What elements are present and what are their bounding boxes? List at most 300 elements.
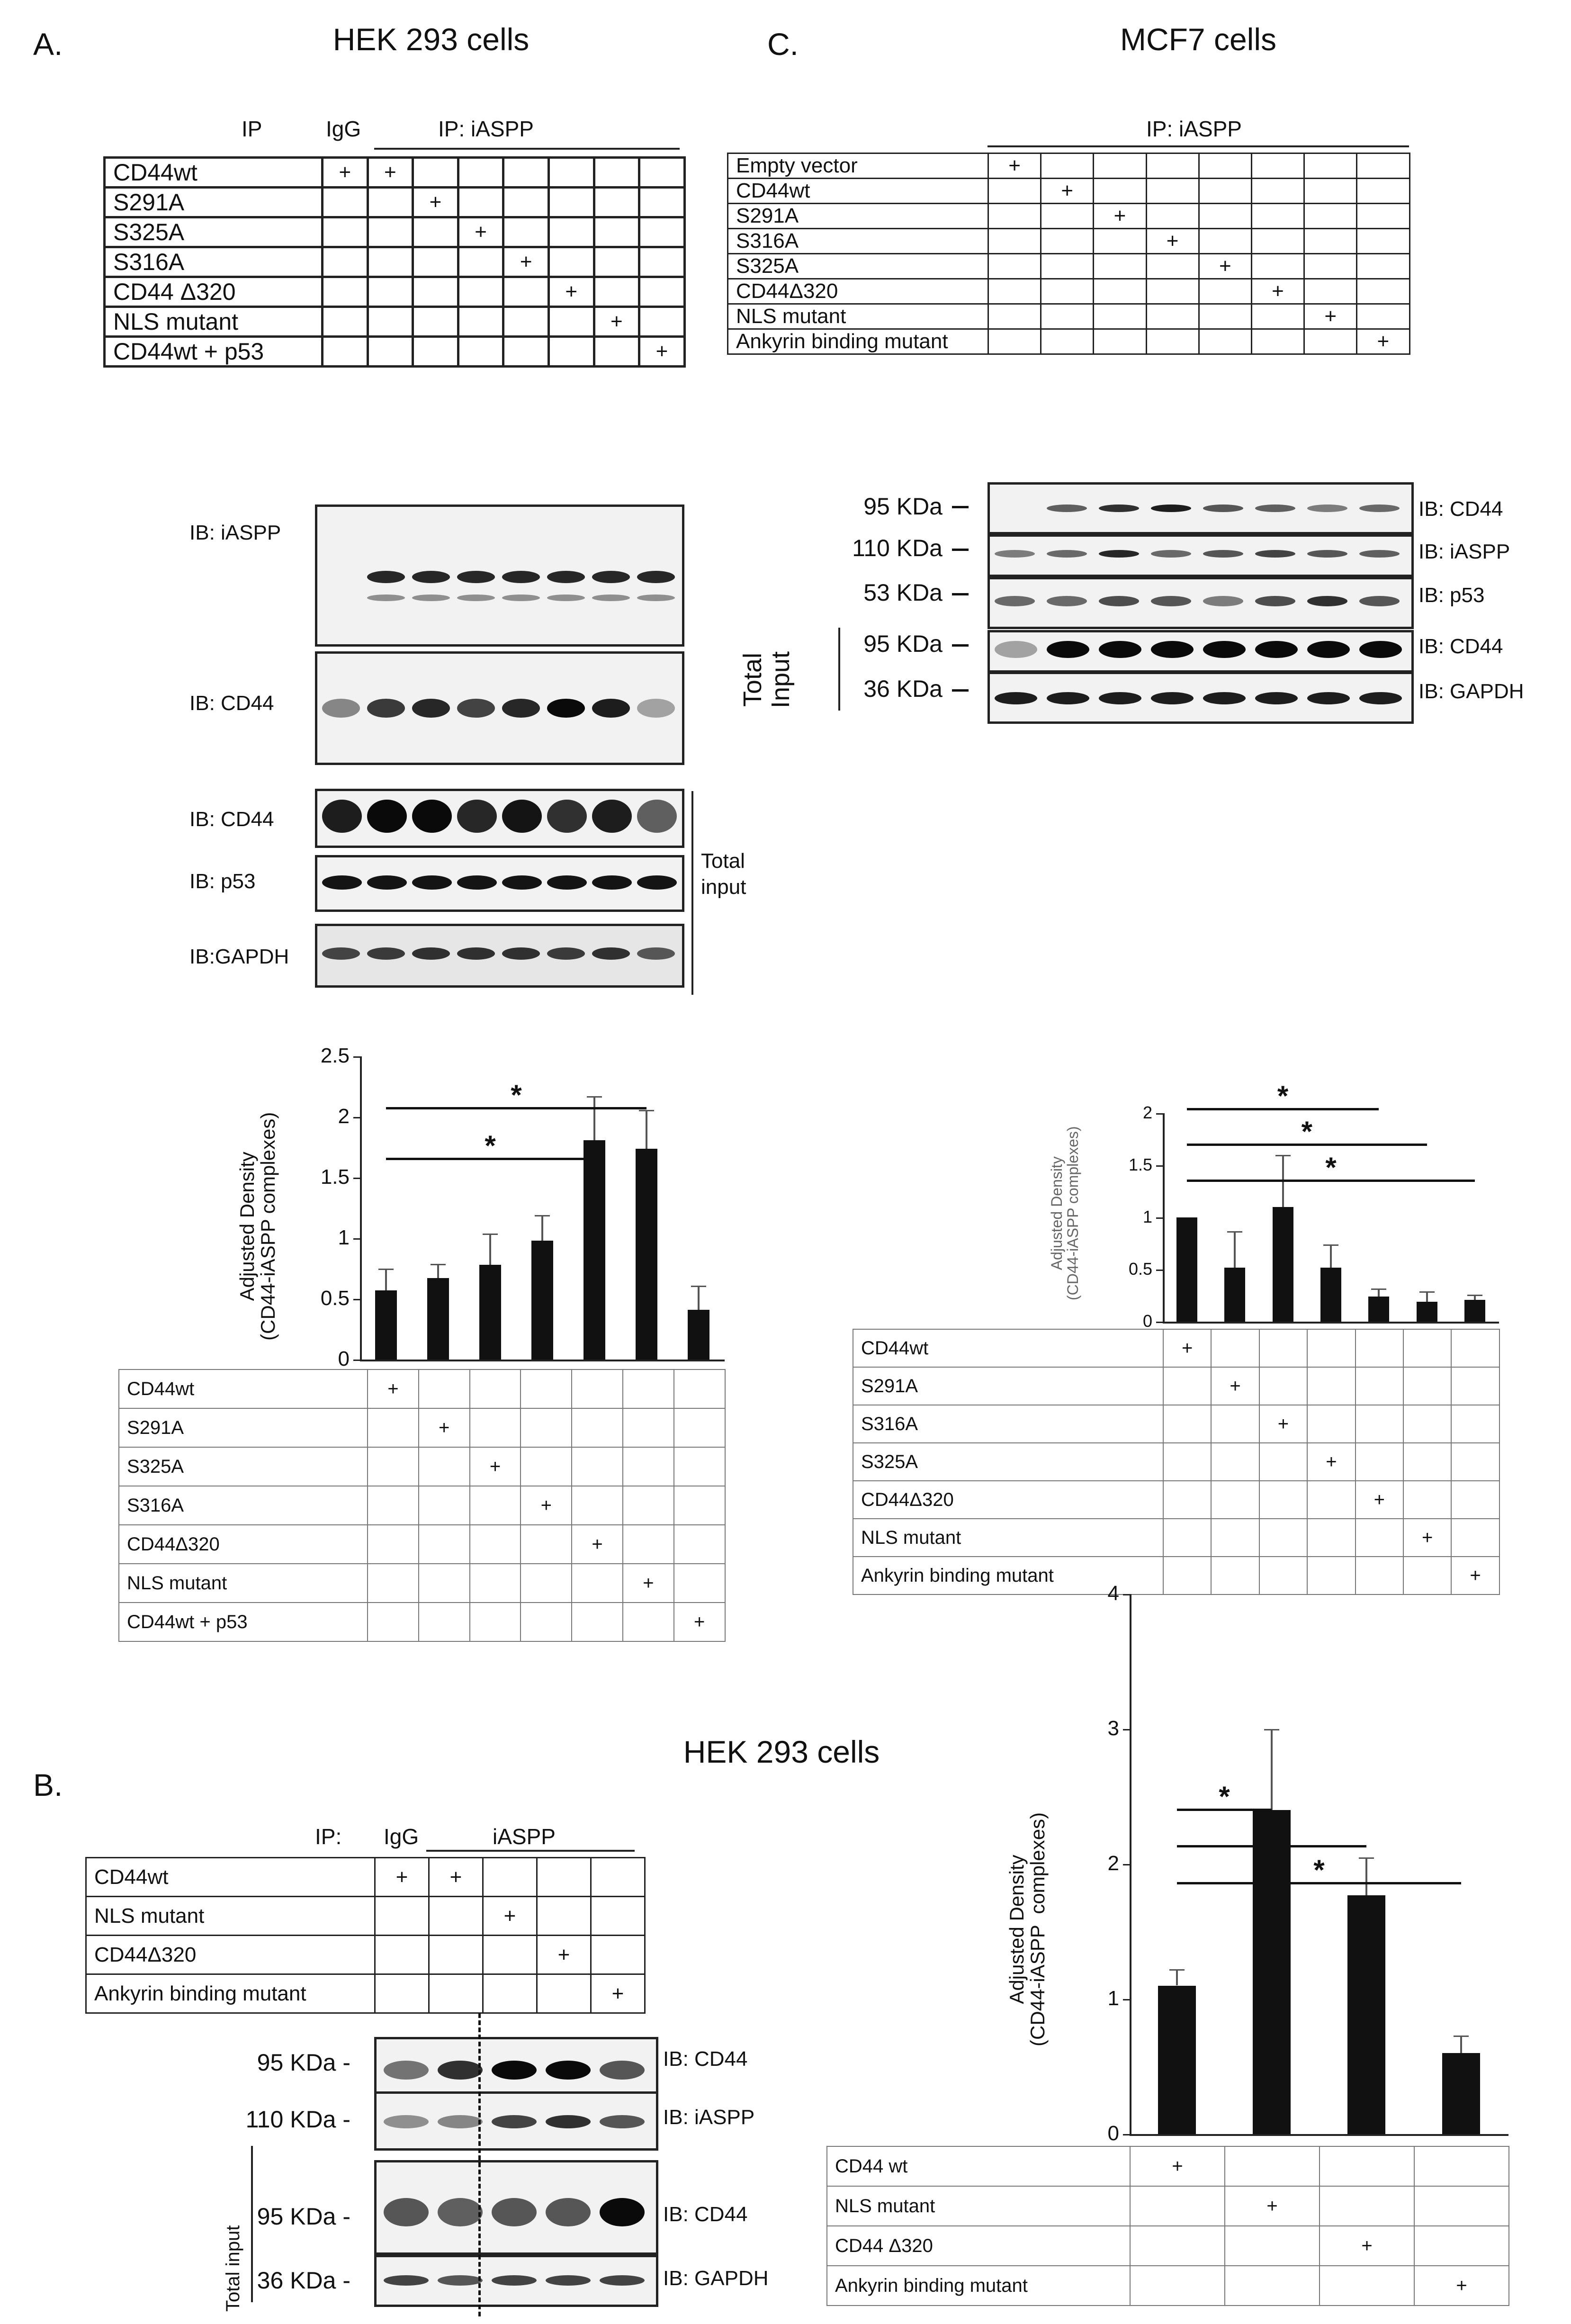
panel-c-table-row — [728, 304, 1410, 329]
blot-band — [412, 571, 450, 583]
panel-b-table-cell — [591, 1858, 645, 1897]
panel-b-chart-table-row — [827, 2226, 1509, 2266]
panel-c-ip-iaspp-label: IP: iASPP — [1146, 117, 1242, 141]
blot-band — [367, 699, 405, 718]
panel-c-chart-table-cell — [1259, 1519, 1307, 1557]
panel-c-kda-tick — [952, 593, 969, 595]
panel-b-letter: B. — [33, 1767, 63, 1802]
panel-a-table-cell — [323, 277, 368, 307]
panel-a-table-cell — [639, 158, 685, 188]
panel-b-chart-y-tick — [1123, 1729, 1130, 1730]
panel-b-chart-error-cap — [1264, 1729, 1279, 1730]
panel-b-igg-label: IgG — [384, 1824, 419, 1849]
blot-band — [457, 947, 495, 960]
panel-c-table-cell — [1304, 204, 1357, 229]
panel-b-table-cell — [537, 1974, 591, 2013]
panel-c-chart-bar — [1176, 1217, 1197, 1322]
panel-a-chart-error-cap — [483, 1234, 498, 1235]
panel-a-table-cell — [458, 158, 503, 188]
panel-a-chart-table-row — [119, 1603, 725, 1641]
panel-a-blot-iaspp — [315, 504, 684, 647]
panel-a-total-input-label: Total input — [701, 849, 746, 899]
panel-c-chart-significance-star: * — [1301, 1116, 1312, 1147]
panel-b-chart-y-axis-label: Adjusted Density (CD44-iASPP complexes) — [1005, 1812, 1049, 2046]
panel-b-table-plus-mark: + — [503, 1904, 516, 1928]
panel-c-chart-table-cell — [1451, 1405, 1499, 1443]
panel-a-chart-table-cell — [623, 1447, 674, 1486]
panel-c-chart-table-cell — [1356, 1519, 1403, 1557]
panel-b-chart-table-cell — [1414, 2266, 1509, 2306]
panel-c-chart-table-cell — [1307, 1367, 1355, 1405]
panel-c-chart-table-cell — [1211, 1443, 1259, 1481]
panel-b-table-cell — [537, 1936, 591, 1974]
panel-c-chart-table-plus-mark: + — [1182, 1337, 1193, 1359]
panel-b-chart-y-tick-label: 1 — [1107, 1986, 1119, 2010]
panel-a-chart-table-row-label: CD44Δ320 — [119, 1525, 368, 1564]
panel-c-chart-table-plus-mark: + — [1421, 1527, 1433, 1548]
panel-a-chart-y-tick-label: 0.5 — [320, 1286, 350, 1310]
panel-c-kda-tick — [952, 506, 969, 508]
panel-b-chart-error-cap — [1359, 1857, 1374, 1859]
panel-b-kda-95: 95 KDa - — [257, 2049, 350, 2076]
panel-a-chart-table-cell — [470, 1447, 521, 1486]
panel-c-chart-error-bar — [1234, 1231, 1236, 1268]
panel-b-table-cell — [375, 1897, 429, 1936]
blot-band — [1203, 596, 1243, 606]
blot-band — [502, 800, 542, 833]
blot-band — [1099, 692, 1141, 704]
panel-c-table-cell — [988, 329, 1041, 354]
panel-a-chart-error-bar — [593, 1096, 595, 1140]
panel-c-table-cell — [1094, 204, 1146, 229]
panel-c-table-cell — [1251, 153, 1304, 179]
blot-band — [367, 800, 407, 833]
panel-a-table-cell — [639, 307, 685, 337]
panel-a-table-row — [105, 337, 685, 367]
blot-band — [637, 875, 677, 890]
blot-band — [995, 596, 1035, 606]
panel-a-table-cell — [368, 217, 413, 247]
panel-a-ib-gapdh-label: IB:GAPDH — [189, 945, 289, 968]
panel-a-chart-error-cap — [639, 1110, 654, 1111]
panel-c-table-row — [728, 329, 1410, 354]
blot-band — [322, 875, 362, 890]
panel-c-chart-table — [853, 1329, 1500, 1595]
panel-c-blot-iaspp — [987, 534, 1414, 577]
panel-b-chart-table-cell — [1130, 2146, 1225, 2186]
panel-c-table-cell — [1251, 304, 1304, 329]
panel-c-blot-cd44 — [987, 482, 1414, 534]
panel-a-table-plus-mark: + — [520, 250, 532, 273]
panel-c-chart-table-plus-mark: + — [1230, 1375, 1241, 1396]
panel-a-table-cell — [503, 217, 549, 247]
panel-a-table-cell — [548, 307, 594, 337]
panel-c-chart-x-axis — [1163, 1322, 1499, 1324]
panel-c-table-cell — [1357, 329, 1409, 354]
panel-c-chart-y-tick-label: 1.5 — [1128, 1155, 1152, 1175]
panel-a-table-cell — [413, 307, 458, 337]
panel-c-table-cell — [1094, 179, 1146, 204]
panel-c-table-cell — [1251, 229, 1304, 254]
panel-c-chart-table-cell — [1211, 1329, 1259, 1367]
panel-c-table-cell — [1357, 279, 1409, 304]
panel-a-chart-table-plus-mark: + — [489, 1456, 501, 1477]
blot-band — [457, 595, 495, 601]
panel-b-table-row-label: NLS mutant — [86, 1897, 375, 1936]
panel-b-total-input-bracket — [251, 2146, 253, 2302]
panel-a-table-cell — [503, 247, 549, 277]
panel-a-chart-table-cell — [368, 1369, 419, 1408]
panel-c-chart-table-row — [853, 1557, 1499, 1594]
panel-a-table-cell — [323, 247, 368, 277]
panel-a-table-plus-mark: + — [429, 190, 442, 214]
panel-b-table-cell — [537, 1897, 591, 1936]
panel-c-table-cell — [1357, 179, 1409, 204]
panel-a-table-cell — [594, 217, 639, 247]
panel-c-chart-table-plus-mark: + — [1470, 1565, 1481, 1586]
panel-a-chart-table-cell — [623, 1486, 674, 1525]
panel-c-chart-y-tick — [1156, 1270, 1163, 1271]
panel-a-table-row — [105, 247, 685, 277]
panel-c-table-cell — [1146, 304, 1199, 329]
panel-c-chart-error-cap — [1275, 1155, 1291, 1156]
panel-a-chart-table-plus-mark: + — [439, 1417, 450, 1438]
panel-a-table-cell — [548, 188, 594, 217]
blot-band — [547, 571, 585, 583]
panel-c-chart-table-row — [853, 1519, 1499, 1557]
blot-band — [384, 2198, 429, 2226]
panel-a-ip-label: IP — [242, 117, 262, 141]
panel-c-chart-table-row-label: CD44wt — [853, 1329, 1163, 1367]
blot-band — [1255, 504, 1295, 512]
blot-band — [502, 699, 540, 718]
panel-a-table-plus-mark: + — [384, 161, 396, 184]
panel-c-chart-error-cap — [1371, 1288, 1386, 1290]
panel-a-chart-table-cell — [368, 1564, 419, 1603]
panel-b-table-plus-mark: + — [449, 1865, 462, 1889]
panel-a-chart-table-cell — [572, 1564, 623, 1603]
panel-a-chart-table-cell — [623, 1564, 674, 1603]
panel-a-chart-table-plus-mark: + — [643, 1572, 654, 1594]
blot-band — [412, 800, 452, 833]
panel-a-table-cell — [323, 188, 368, 217]
blot-band — [1307, 596, 1347, 606]
blot-band — [592, 947, 630, 960]
panel-a-chart-bar — [375, 1290, 397, 1360]
panel-c-table-cell — [1199, 204, 1251, 229]
panel-c-table-cell — [988, 304, 1041, 329]
blot-band — [384, 2115, 429, 2128]
panel-a-title: HEK 293 cells — [332, 22, 530, 57]
panel-c-chart-table-cell — [1403, 1481, 1451, 1519]
panel-a-chart-table-cell — [470, 1525, 521, 1564]
panel-c-chart-table-row — [853, 1405, 1499, 1443]
panel-c-kda-tick — [952, 689, 969, 692]
panel-a-chart-table-row — [119, 1369, 725, 1408]
blot-band — [600, 2198, 645, 2226]
panel-a-table-row — [105, 158, 685, 188]
panel-c-chart-bar — [1417, 1302, 1437, 1322]
panel-c-blot-p53 — [987, 577, 1414, 629]
blot-band — [438, 2198, 483, 2226]
panel-c-chart-table-cell — [1403, 1557, 1451, 1594]
panel-a-chart-table-cell — [572, 1603, 623, 1641]
panel-a-table-cell — [368, 247, 413, 277]
panel-a-chart-table-cell — [470, 1408, 521, 1447]
blot-band — [367, 947, 405, 960]
blot-band — [1047, 596, 1087, 606]
panel-a-chart-table-row-label: NLS mutant — [119, 1564, 368, 1603]
panel-c-chart-significance-star: * — [1277, 1080, 1289, 1112]
panel-c-table-plus-mark: + — [1272, 279, 1284, 303]
panel-c-chart-table-cell — [1356, 1443, 1403, 1481]
panel-c-table-row — [728, 179, 1410, 204]
panel-c-kda-95-input: 95 KDa — [863, 631, 943, 657]
panel-a-table-row-label: CD44wt + p53 — [105, 337, 323, 367]
blot-band — [1151, 641, 1194, 658]
panel-c-table-plus-mark: + — [1324, 305, 1337, 328]
panel-b-table-plus-mark: + — [395, 1865, 408, 1889]
blot-band — [592, 699, 630, 718]
panel-a-table-cell — [503, 277, 549, 307]
panel-a-table-plus-mark: + — [339, 161, 351, 184]
panel-a-chart-y-axis-label: Adjusted Density (CD44-iASPP complexes) — [236, 1112, 279, 1341]
panel-c-chart-y-tick-label: 2 — [1142, 1103, 1152, 1123]
panel-c-chart-table-row-label: S291A — [853, 1367, 1163, 1405]
panel-a-chart-table-cell — [368, 1408, 419, 1447]
panel-a-table-cell — [503, 337, 549, 367]
panel-c-table-row-label: S316A — [728, 229, 988, 254]
panel-a-igg-label: IgG — [326, 117, 361, 141]
panel-a-table-cell — [413, 247, 458, 277]
panel-b-table-row-label: CD44Δ320 — [86, 1936, 375, 1974]
panel-c-chart-table-cell — [1307, 1557, 1355, 1594]
panel-b-chart-table-row-label: CD44 Δ320 — [827, 2226, 1130, 2266]
panel-a-table-cell — [368, 307, 413, 337]
blot-band — [457, 800, 497, 833]
panel-b-kda-36: 36 KDa - — [257, 2267, 350, 2294]
panel-a-table-plus-mark: + — [655, 340, 668, 363]
panel-c-condition-table — [727, 153, 1410, 355]
panel-b-chart-table-row-label: Ankyrin binding mutant — [827, 2266, 1130, 2306]
panel-a-chart-table-cell — [521, 1525, 572, 1564]
panel-a-ib-cd44-input-label: IB: CD44 — [189, 808, 274, 831]
panel-c-blot-gapdh — [987, 672, 1414, 724]
panel-c-blot-cd44-input — [987, 630, 1414, 673]
blot-band — [1359, 692, 1402, 704]
panel-c-table-row-label: S291A — [728, 204, 988, 229]
panel-c-table-cell — [988, 179, 1041, 204]
blot-band — [438, 2275, 483, 2286]
blot-band — [1359, 504, 1400, 512]
panel-b-table-cell — [429, 1974, 483, 2013]
panel-c-kda-36: 36 KDa — [863, 676, 943, 702]
panel-c-chart-table-cell — [1307, 1481, 1355, 1519]
panel-a-table-cell — [413, 158, 458, 188]
panel-c-chart-table-cell — [1403, 1367, 1451, 1405]
blot-band — [1047, 550, 1087, 558]
panel-a-table-cell — [458, 277, 503, 307]
panel-c-chart-bar — [1368, 1297, 1389, 1322]
panel-a-table-cell — [458, 247, 503, 277]
panel-b-chart-table-plus-mark: + — [1172, 2155, 1183, 2177]
blot-band — [1255, 692, 1298, 704]
panel-a-table-cell — [594, 277, 639, 307]
panel-a-chart-table-cell — [572, 1369, 623, 1408]
panel-b-table-cell — [375, 1974, 429, 2013]
blot-band — [1047, 504, 1087, 512]
panel-a-table-cell — [548, 247, 594, 277]
blot-band — [457, 875, 497, 890]
panel-c-table-row — [728, 229, 1410, 254]
blot-band — [546, 2061, 591, 2080]
panel-a-chart-error-bar — [489, 1234, 491, 1265]
panel-a-chart-table-cell — [521, 1486, 572, 1525]
panel-b-chart-table — [826, 2146, 1509, 2306]
panel-c-table-cell — [1251, 254, 1304, 279]
panel-a-chart-table-cell — [368, 1603, 419, 1641]
panel-a-letter: A. — [33, 27, 63, 62]
blot-band — [637, 699, 675, 718]
panel-c-chart-error-bar — [1426, 1291, 1428, 1302]
panel-a-blot-gapdh — [315, 924, 684, 988]
panel-c-ib-iaspp-label: IB: iASPP — [1418, 540, 1510, 563]
panel-c-chart-y-axis-label: Adjusted Density (CD44-iASPP complexes) — [1048, 1126, 1081, 1300]
panel-a-table-cell — [323, 337, 368, 367]
panel-a-ib-iaspp-label: IB: iASPP — [189, 521, 281, 544]
panel-c-table-row — [728, 204, 1410, 229]
panel-a-chart-table-row-label: S316A — [119, 1486, 368, 1525]
panel-a-table-cell — [548, 158, 594, 188]
panel-a-chart-y-tick-label: 1.5 — [320, 1165, 350, 1189]
blot-band — [412, 875, 452, 890]
panel-c-chart-error-cap — [1419, 1291, 1435, 1293]
panel-a-table-plus-mark: + — [475, 220, 487, 243]
panel-b-chart-y-tick — [1123, 1864, 1130, 1865]
panel-a-ip-underline — [374, 148, 680, 150]
panel-a-chart-table-cell — [470, 1564, 521, 1603]
panel-b-chart-y-tick-label: 2 — [1107, 1851, 1119, 1875]
blot-band — [1255, 596, 1295, 606]
panel-a-table-cell — [458, 307, 503, 337]
panel-a-table-row — [105, 307, 685, 337]
panel-b-chart-bar — [1442, 2053, 1480, 2134]
panel-c-chart-table-row-label: CD44Δ320 — [853, 1481, 1163, 1519]
panel-b-ib-cd44-input-label: IB: CD44 — [663, 2203, 748, 2226]
panel-a-chart-table-cell — [674, 1603, 725, 1641]
panel-b-table-cell — [375, 1936, 429, 1974]
panel-b-chart-significance-star: * — [1219, 1781, 1230, 1812]
panel-a-chart-table-cell — [623, 1408, 674, 1447]
panel-c-chart-table-cell — [1451, 1557, 1499, 1594]
blot-band — [1307, 641, 1350, 658]
panel-a-chart-table-cell — [419, 1369, 470, 1408]
panel-a-chart-error-bar — [385, 1269, 387, 1290]
blot-band — [592, 595, 630, 601]
panel-b-table-cell — [483, 1974, 537, 2013]
panel-b-chart-y-tick — [1123, 2134, 1130, 2135]
panel-c-table-cell — [1199, 153, 1251, 179]
panel-c-ib-gapdh-label: IB: GAPDH — [1418, 680, 1524, 703]
panel-a-table-cell — [323, 307, 368, 337]
panel-c-total-input-label: Total Input — [738, 651, 795, 709]
panel-c-table-cell — [1146, 204, 1199, 229]
panel-c-chart-table-cell — [1451, 1443, 1499, 1481]
panel-c-table-plus-mark: + — [1166, 229, 1179, 252]
panel-c-chart-bar — [1273, 1207, 1293, 1322]
panel-b-chart-error-bar — [1460, 2036, 1462, 2053]
panel-c-chart-table-cell — [1307, 1405, 1355, 1443]
blot-band — [322, 800, 362, 833]
panel-c-chart-y-tick-label: 0.5 — [1128, 1259, 1152, 1279]
panel-a-table-cell — [458, 217, 503, 247]
panel-c-chart-table-cell — [1451, 1481, 1499, 1519]
panel-c-table-cell — [1199, 254, 1251, 279]
panel-c-table-row — [728, 254, 1410, 279]
panel-b-chart-bar — [1347, 1895, 1385, 2134]
panel-a-chart-table-cell — [572, 1525, 623, 1564]
panel-b-chart-table-cell — [1225, 2226, 1320, 2266]
panel-c-ip-underline — [987, 145, 1409, 147]
panel-c-table-cell — [1251, 179, 1304, 204]
panel-a-chart-table-row-label: S325A — [119, 1447, 368, 1486]
panel-b-chart-table-row-label: CD44 wt — [827, 2146, 1130, 2186]
panel-c-chart-table-cell — [1307, 1519, 1355, 1557]
panel-b-ib-iaspp-label: IB: iASPP — [663, 2106, 755, 2129]
blot-band — [600, 2115, 645, 2128]
panel-c-table-plus-mark: + — [1377, 330, 1390, 353]
blot-band — [995, 550, 1035, 558]
blot-band — [438, 2115, 483, 2128]
panel-b-chart-error-bar — [1176, 1969, 1178, 1985]
blot-band — [322, 699, 360, 718]
panel-c-table-cell — [1199, 304, 1251, 329]
panel-c-table-cell — [1041, 229, 1094, 254]
panel-c-chart-bar — [1224, 1268, 1245, 1322]
blot-band — [1151, 692, 1194, 704]
panel-a-blot-cd44 — [315, 651, 684, 765]
panel-b-chart-y-tick-label: 4 — [1107, 1581, 1119, 1605]
panel-c-table-row-label: S325A — [728, 254, 988, 279]
panel-c-table-row-label: CD44wt — [728, 179, 988, 204]
panel-c-table-cell — [1199, 179, 1251, 204]
panel-a-chart-table-plus-mark: + — [387, 1378, 399, 1399]
panel-c-table-cell — [1094, 279, 1146, 304]
panel-b-table-row — [86, 1858, 645, 1897]
blot-band — [367, 595, 405, 601]
panel-c-table-plus-mark: + — [1113, 204, 1126, 227]
panel-c-table-cell — [1094, 153, 1146, 179]
panel-c-chart-table-row-label: S316A — [853, 1405, 1163, 1443]
panel-a-table-row-label: S316A — [105, 247, 323, 277]
panel-c-chart-table-cell — [1356, 1329, 1403, 1367]
panel-c-table-row-label: CD44Δ320 — [728, 279, 988, 304]
panel-b-chart-table-cell — [1130, 2186, 1225, 2226]
panel-a-table-cell — [368, 277, 413, 307]
panel-a-table-cell — [413, 277, 458, 307]
panel-a-chart-error-bar — [437, 1264, 439, 1279]
panel-a-table-cell — [639, 277, 685, 307]
panel-c-table-cell — [1041, 179, 1094, 204]
blot-band — [600, 2061, 645, 2080]
panel-c-table-plus-mark: + — [1219, 254, 1231, 278]
blot-band — [1359, 596, 1400, 606]
blot-band — [1359, 641, 1402, 658]
panel-a-chart-table-row-label: CD44wt — [119, 1369, 368, 1408]
panel-a-table-cell — [639, 247, 685, 277]
blot-band — [367, 571, 405, 583]
panel-c-table-cell — [1146, 329, 1199, 354]
